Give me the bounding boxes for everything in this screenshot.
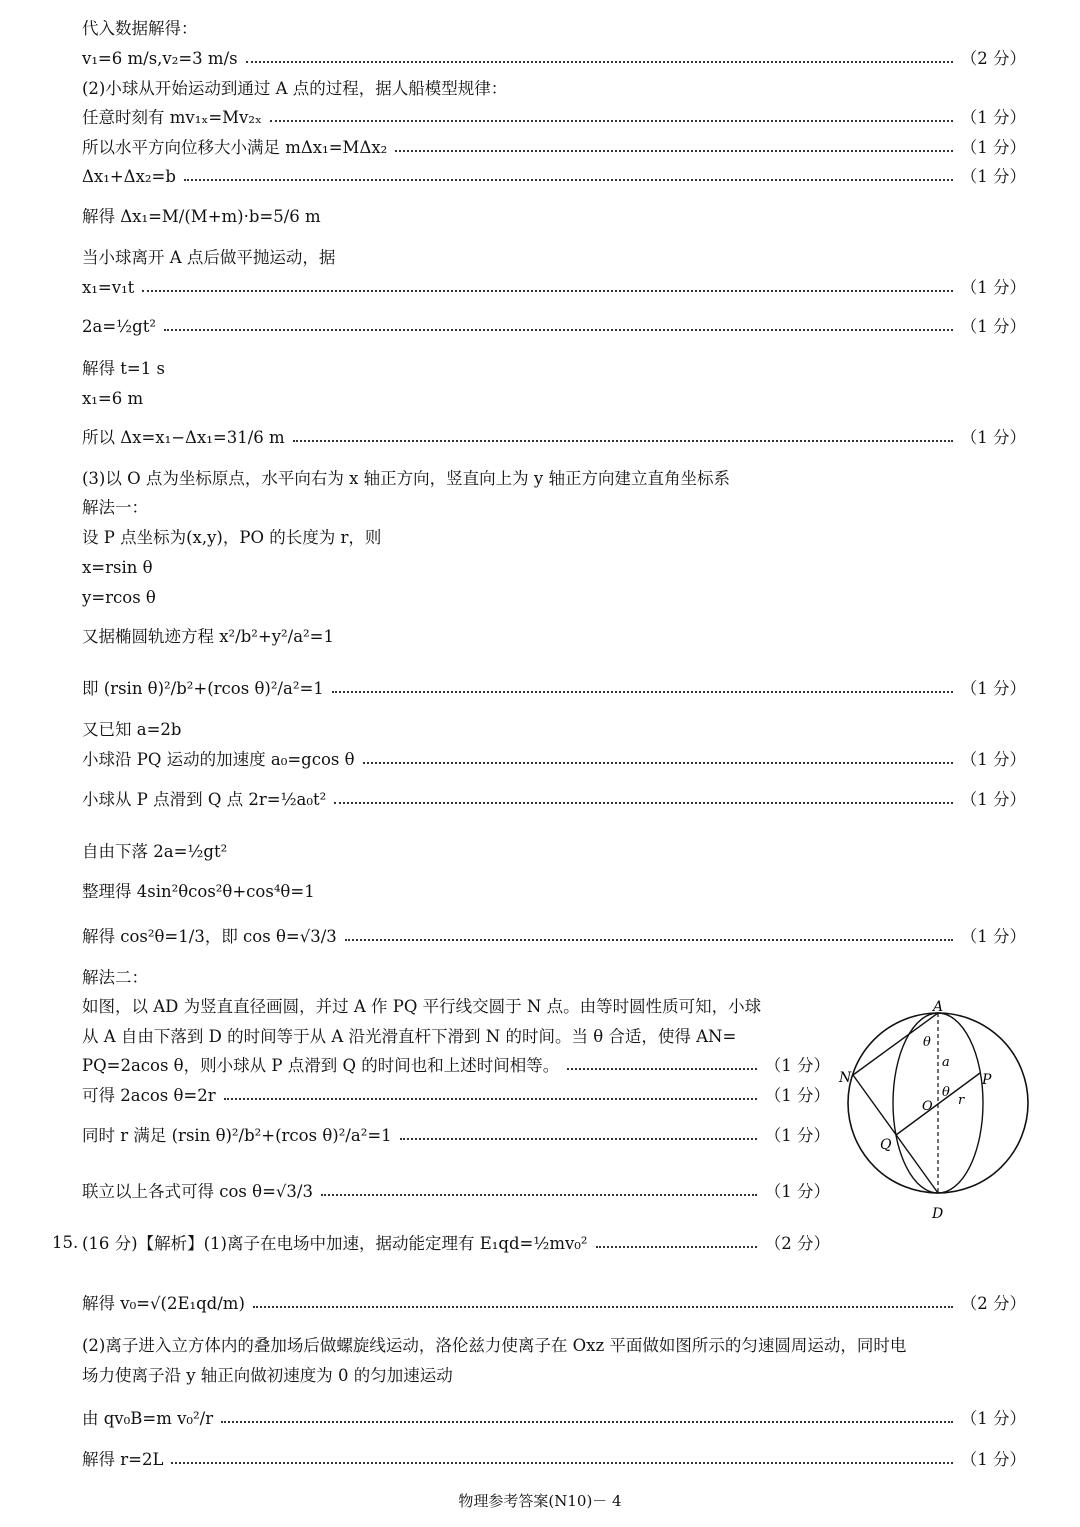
label-theta-center: θ <box>942 1085 950 1100</box>
equation-line: 小球沿 PQ 运动的加速度 a₀=gcos θ （1 分） <box>82 750 1026 769</box>
score: （1 分） <box>960 750 1026 769</box>
equation-line: 解得 r=2L （1 分） <box>82 1450 1026 1469</box>
text-line: 代入数据解得： <box>82 19 198 38</box>
equation-line: 又已知 a=2b <box>82 720 182 739</box>
score: （1 分） <box>764 1182 830 1201</box>
score: （1 分） <box>960 278 1026 297</box>
equation-line: 2a=½gt² （1 分） <box>82 317 1026 336</box>
equation-line: 所以水平方向位移大小满足 mΔx₁=MΔx₂ （1 分） <box>82 138 1026 157</box>
score: （1 分） <box>960 790 1026 809</box>
equation-line: (16 分)【解析】(1)离子在电场中加速，据动能定理有 E₁qd=½mv₀² （2 分） <box>82 1234 830 1253</box>
equation-line: 解得 v₀=√(2E₁qd/m) （2 分） <box>82 1294 1026 1313</box>
score: （1 分） <box>960 927 1026 946</box>
score: （1 分） <box>960 1450 1026 1469</box>
text-line: 当小球离开 A 点后做平抛运动，据 <box>82 248 336 267</box>
ellipse-track <box>893 1013 983 1193</box>
chord-nd <box>853 1075 938 1193</box>
equation-line: 解得 t=1 s <box>82 359 165 378</box>
equation-line: 由 qv₀B=m v₀²/r （1 分） <box>82 1409 1026 1428</box>
equation-line: x₁=6 m <box>82 389 144 408</box>
equation-line: 所以 Δx=x₁−Δx₁=31/6 m （1 分） <box>82 428 1026 447</box>
equation-line: x=rsin θ <box>82 558 153 577</box>
score: （2 分） <box>960 49 1026 68</box>
outer-circle <box>848 1013 1028 1193</box>
score: （1 分） <box>960 1409 1026 1428</box>
equation-line: 小球从 P 点滑到 Q 点 2r=½a₀t² （1 分） <box>82 790 1026 809</box>
text-line: (2)小球从开始运动到通过 A 点的过程，据人船模型规律： <box>82 79 508 98</box>
circle-diagram <box>838 1000 1038 1224</box>
equation-line: 即 (rsin θ)²/b²+(rcos θ)²/a²=1 （1 分） <box>82 679 1026 698</box>
text-line: 解法一： <box>82 498 148 517</box>
page-footer: 物理参考答案(N10)－ 4 <box>458 1492 622 1510</box>
label-d: D <box>932 1206 944 1222</box>
score: （1 分） <box>764 1126 830 1145</box>
score: （1 分） <box>960 679 1026 698</box>
equation-line: 解得 Δx₁=M/(M+m)·b=5/6 m <box>82 207 321 226</box>
equation-line: x₁=v₁t （1 分） <box>82 278 1026 297</box>
text-line: 场力使离子沿 y 轴正向做初速度为 0 的匀加速运动 <box>82 1366 453 1385</box>
equation-line: Δx₁+Δx₂=b （1 分） <box>82 167 1026 186</box>
label-a-length: a <box>942 1055 950 1070</box>
equation-line: 又据椭圆轨迹方程 x²/b²+y²/a²=1 <box>82 627 334 646</box>
text-line: (3)以 O 点为坐标原点，水平向右为 x 轴正方向，竖直向上为 y 轴正方向建立直角坐标系 <box>82 469 730 488</box>
text-line: 设 P 点坐标为(x,y)，PO 的长度为 r，则 <box>82 528 382 547</box>
score: （2 分） <box>960 1294 1026 1313</box>
score: （1 分） <box>960 108 1026 127</box>
label-q: Q <box>880 1137 892 1153</box>
equation-line: 自由下落 2a=½gt² <box>82 842 228 861</box>
score: （1 分） <box>960 167 1026 186</box>
text-line: 从 A 自由下落到 D 的时间等于从 A 沿光滑直杆下滑到 N 的时间。当 θ 合适，使得 AN= <box>82 1027 737 1046</box>
equation-line: 可得 2acos θ=2r （1 分） <box>82 1086 830 1105</box>
label-p: P <box>982 1072 992 1088</box>
score: （1 分） <box>764 1086 830 1105</box>
text-line: 解法二： <box>82 968 148 987</box>
text-line: 如图，以 AD 为竖直直径画圆，并过 A 作 PQ 平行线交圆于 N 点。由等时圆性质可知，小球 <box>82 997 762 1016</box>
equation-line: v₁=6 m/s,v₂=3 m/s （2 分） <box>82 49 1026 68</box>
equation-line: y=rcos θ <box>82 588 156 607</box>
label-n: N <box>839 1070 852 1086</box>
label-r: r <box>958 1093 965 1108</box>
label-o: O <box>922 1099 933 1114</box>
label-a: A <box>933 1000 944 1015</box>
equation-line: 联立以上各式可得 cos θ=√3/3 （1 分） <box>82 1182 830 1201</box>
score: （1 分） <box>960 138 1026 157</box>
equation-line: 整理得 4sin²θcos²θ+cos⁴θ=1 <box>82 882 315 901</box>
score: （1 分） <box>960 428 1026 447</box>
equation-line: 任意时刻有 mv₁ₓ=Mv₂ₓ （1 分） <box>82 108 1026 127</box>
score: （1 分） <box>960 317 1026 336</box>
equation-line: 解得 cos²θ=1/3，即 cos θ=√3/3 （1 分） <box>82 927 1026 946</box>
question-number: 15. <box>52 1233 79 1252</box>
equation-line: PQ=2acos θ，则小球从 P 点滑到 Q 的时间也和上述时间相等。 （1 分） <box>82 1056 830 1075</box>
text-line: (2)离子进入立方体内的叠加场后做螺旋线运动，洛伦兹力使离子在 Oxz 平面做如图所示的匀速圆周运动，同时电 <box>82 1336 907 1355</box>
score: （2 分） <box>764 1234 830 1253</box>
equation-line: 同时 r 满足 (rsin θ)²/b²+(rcos θ)²/a²=1 （1 分） <box>82 1126 830 1145</box>
label-theta-top: θ <box>923 1035 931 1050</box>
score: （1 分） <box>764 1056 830 1075</box>
